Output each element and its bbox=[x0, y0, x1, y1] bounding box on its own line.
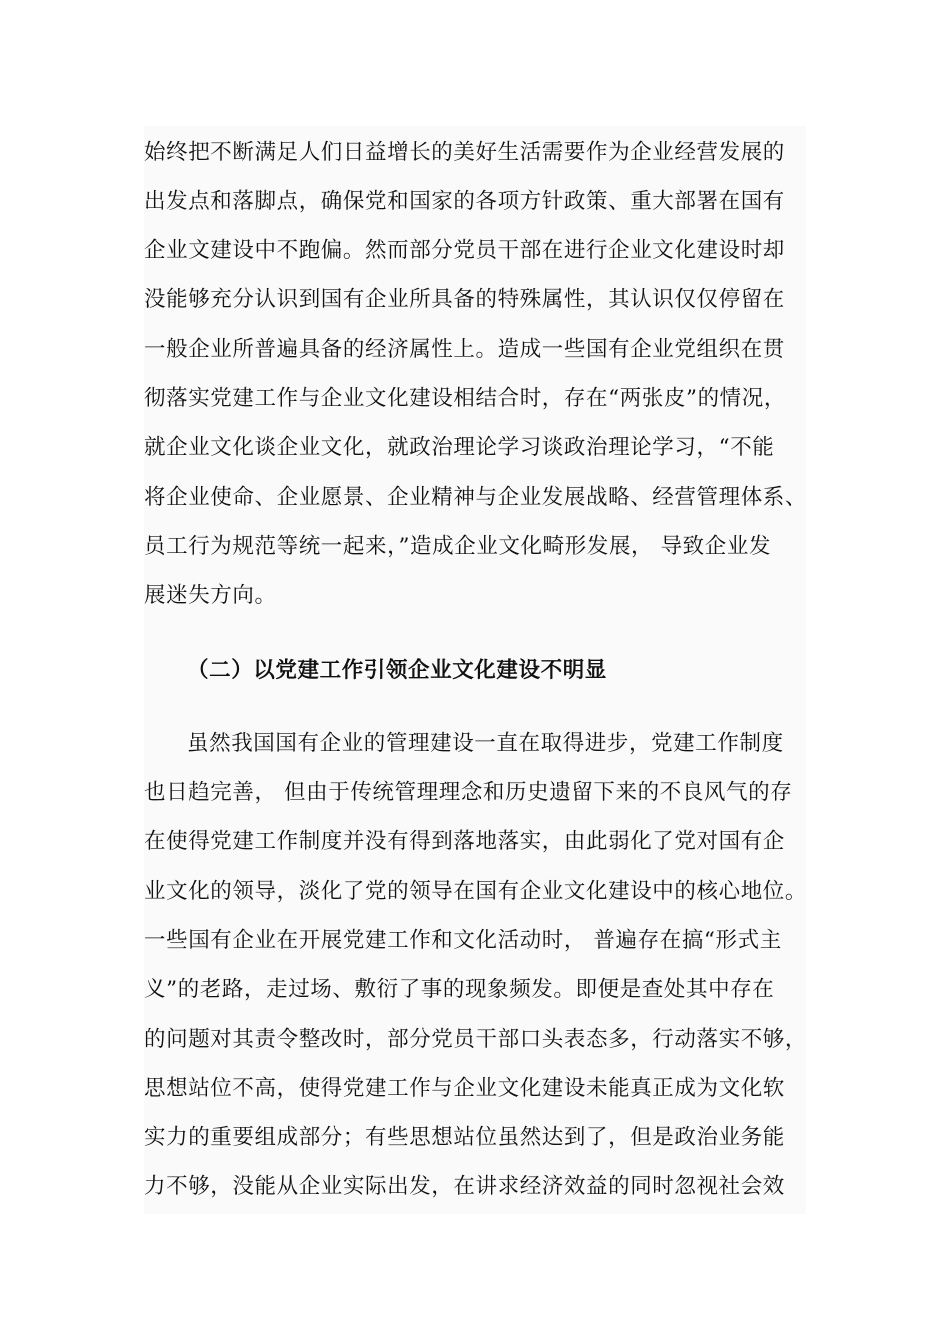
section-heading: （二）以党建工作引领企业文化建设不明显 bbox=[187, 658, 607, 683]
paragraph-2-line-4: 业文化的领导，淡化了党的领导在国有企业文化建设中的核心地位。 bbox=[144, 879, 808, 904]
paragraph-2-line-10: 力不够，没能从企业实际出发，在讲求经济效益的同时忽视社会效 bbox=[144, 1174, 785, 1199]
paragraph-2-line-5: 一些国有企业在开展党建工作和文化活动时， 普遍存在搞“形式主 bbox=[144, 928, 782, 953]
paragraph-1-line-3: 企业文建设中不跑偏。然而部分党员干部在进行企业文化建设时却 bbox=[144, 238, 785, 263]
paragraph-2-line-8: 思想站位不高，使得党建工作与企业文化建设未能真正成为文化软 bbox=[144, 1076, 785, 1101]
paragraph-2-line-9: 实力的重要组成部分；有些思想站位虽然达到了，但是政治业务能 bbox=[144, 1125, 785, 1150]
paragraph-1-line-5: 一般企业所普遍具备的经济属性上。造成一些国有企业党组织在贯 bbox=[144, 337, 785, 362]
paragraph-1-line-8: 将企业使命、企业愿景、企业精神与企业发展战略、经营管理体系、 bbox=[144, 485, 808, 510]
paragraph-2-line-7: 的问题对其责令整改时，部分党员干部口头表态多，行动落实不够， bbox=[144, 1027, 808, 1052]
paragraph-2-line-6: 义”的老路，走过场、敷衍了事的现象频发。即便是查处其中存在 bbox=[144, 977, 775, 1002]
paragraph-1-line-1: 始终把不断满足人们日益增长的美好生活需要作为企业经营发展的 bbox=[144, 140, 785, 165]
paragraph-1-line-6: 彻落实党建工作与企业文化建设相结合时，存在“两张皮”的情况， bbox=[144, 386, 786, 411]
paragraph-2-line-1: 虽然我国国有企业的管理建设一直在取得进步，党建工作制度 bbox=[187, 731, 784, 756]
paragraph-1-line-4: 没能够充分认识到国有企业所具备的特殊属性，其认识仅仅停留在 bbox=[144, 287, 785, 312]
paragraph-2-line-2: 也日趋完善， 但由于传统管理理念和历史遗留下来的不良风气的存 bbox=[144, 780, 793, 805]
document-page bbox=[144, 126, 806, 1214]
paragraph-2-line-3: 在使得党建工作制度并没有得到落地落实，由此弱化了党对国有企 bbox=[144, 829, 785, 854]
paragraph-1-line-9: 员工行为规范等统一起来，”造成企业文化畸形发展， 导致企业发 bbox=[144, 534, 772, 559]
paragraph-1-line-10: 展迷失方向。 bbox=[144, 583, 277, 608]
paragraph-1-line-2: 出发点和落脚点，确保党和国家的各项方针政策、重大部署在国有 bbox=[144, 189, 785, 214]
paragraph-1-line-7: 就企业文化谈企业文化，就政治理论学习谈政治理论学习，“不能 bbox=[144, 435, 775, 460]
